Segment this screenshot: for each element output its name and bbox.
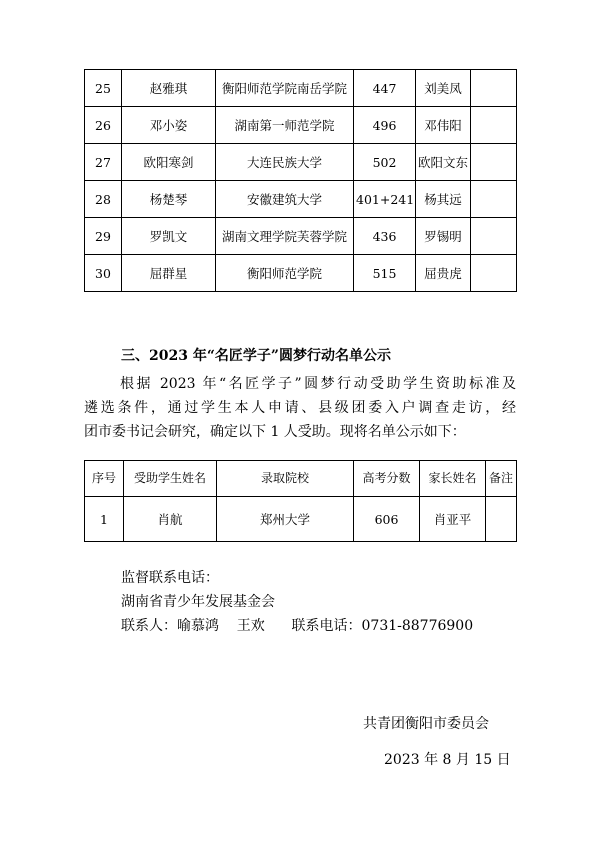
cell-no: 1 [85,497,124,542]
cell-no: 30 [85,255,122,292]
cell-school: 安徽建筑大学 [216,181,354,218]
cell-no: 27 [85,144,122,181]
cell-school: 郑州大学 [217,497,354,542]
paragraph-line: 根据 2023 年“名匠学子”圆梦行动受助学生资助标准及 [120,376,516,392]
cell-name: 罗凯文 [122,218,216,255]
contact-label: 监督联系电话： [121,570,219,586]
cell-score: 447 [354,70,416,107]
cell-school: 湖南第一师范学院 [216,107,354,144]
funded-students-table [84,460,517,542]
contact-org: 湖南省青少年发展基金会 [121,594,275,610]
cell-parent: 杨其远 [416,181,471,218]
cell-name: 欧阳寒剑 [122,144,216,181]
cell-note [471,107,517,144]
table-row [85,181,517,218]
cell-parent: 刘美凤 [416,70,471,107]
cell-no: 26 [85,107,122,144]
cell-name: 赵雅琪 [122,70,216,107]
cell-score: 496 [354,107,416,144]
header-score: 高考分数 [354,461,420,497]
table-body [85,70,517,292]
cell-note [471,255,517,292]
table-row [85,107,517,144]
header-name: 受助学生姓名 [124,461,217,497]
table-row [85,218,517,255]
table-body [85,497,517,542]
header-parent: 家长姓名 [420,461,486,497]
table-header-row [85,461,517,497]
cell-name: 屈群星 [122,255,216,292]
section-heading: 三、2023 年“名匠学子”圆梦行动名单公示 [121,348,391,364]
contact-people: 联系人：喻慕鸿 王欢 联系电话：0731-88776900 [121,618,474,634]
cell-no: 28 [85,181,122,218]
cell-note [486,497,517,542]
cell-name: 肖航 [124,497,217,542]
cell-parent: 罗锡明 [416,218,471,255]
table-row [85,70,517,107]
header-note: 备注 [486,461,517,497]
cell-school: 衡阳师范学院南岳学院 [216,70,354,107]
cell-note [471,181,517,218]
table-row [85,497,517,542]
header-no: 序号 [85,461,124,497]
paragraph-line: 遴选条件，通过学生本人申请、县级团委入户调查走访，经 [84,400,516,416]
cell-school: 大连民族大学 [216,144,354,181]
cell-note [471,144,517,181]
cell-name: 杨楚琴 [122,181,216,218]
cell-school: 湖南文理学院芙蓉学院 [216,218,354,255]
cell-parent: 肖亚平 [420,497,486,542]
cell-score: 401+241 [354,181,416,218]
cell-score: 515 [354,255,416,292]
header-school: 录取院校 [217,461,354,497]
cell-score: 502 [354,144,416,181]
cell-no: 29 [85,218,122,255]
funded-students-table-continued [84,69,517,292]
cell-name: 邓小姿 [122,107,216,144]
paragraph-line: 团市委书记会研究，确定以下 1 人受助。现将名单公示如下： [84,424,466,440]
cell-score: 436 [354,218,416,255]
table-row [85,255,517,292]
cell-no: 25 [85,70,122,107]
cell-score: 606 [354,497,420,542]
cell-note [471,218,517,255]
cell-parent: 邓伟阳 [416,107,471,144]
signature-date: 2023 年 8 月 15 日 [384,752,511,768]
signature-org: 共青团衡阳市委员会 [363,716,489,732]
cell-note [471,70,517,107]
cell-school: 衡阳师范学院 [216,255,354,292]
section-paragraph [84,372,516,444]
cell-parent: 欧阳文东 [416,144,471,181]
table-row [85,144,517,181]
cell-parent: 屈贵虎 [416,255,471,292]
